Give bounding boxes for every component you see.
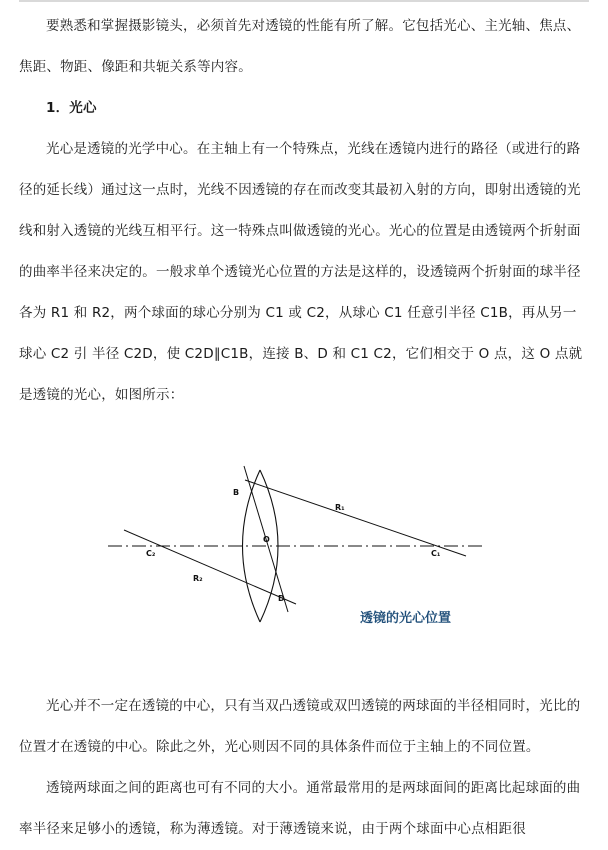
label-b: B [233,488,240,497]
label-o: O [263,535,270,544]
figure-caption: 透镜的光心位置 [360,611,452,626]
label-r2: R₂ [193,574,203,583]
intro-paragraph: 要熟悉和掌握摄影镜头，必须首先对透镜的性能有所了解。它包括光心、主光轴、焦点、焦距、物距、像距和共轭关系等内容。 [19,18,581,75]
thin-lens-paragraph: 透镜两球面之间的距离也可有不同的大小。通常最常用的是两球面间的距离比起球面的曲率半径来足够小的透镜，称为薄透镜。对于薄透镜来说，由于两个球面中心点相距很 [19,780,581,837]
label-c2: C₂ [146,549,156,558]
label-c1: C₁ [431,549,441,558]
top-divider [19,0,589,2]
label-r1: R₁ [335,503,345,512]
optical-center-position-paragraph: 光心并不一定在透镜的中心，只有当双凸透镜或双凹透镜的两球面的半径相同时，光比的位置才在透镜的中心。除此之外，光心则因不同的具体条件而位于主轴上的不同位置。 [19,698,581,755]
label-d: D [278,594,285,603]
article-bottom [19,686,589,850]
section-heading-optical-center: 1．光心 [46,100,97,116]
optical-center-figure [100,450,500,640]
article-top [19,6,589,416]
optical-center-paragraph: 光心是透镜的光学中心。在主轴上有一个特殊点，光线在透镜内进行的路径（或进行的路径的延长线）通过这一点时，光线不因透镜的存在而改变其最初入射的方向，即射出透镜的光线和射入透镜的光线互相平行。这一特殊点叫做透镜的光心。光心的位置是由透镜两个折射面的曲率半径来决定的。一般求单个透镜光心位置的方法是这样的，设透镜两个折射面的球半径各为 R1 和 R2，两个球面的球心分别为 C1 或 C2，从球心 C1 任意引半径 C1B，再从另一球心 C2 引 半径 C2D，使 C2D∥C1B，连接 B、D 和 C1 C2，它们相交于 O 点，这 O 点就是透镜的光心，如图所示： [19,141,583,403]
radius-r2-line [124,530,296,604]
